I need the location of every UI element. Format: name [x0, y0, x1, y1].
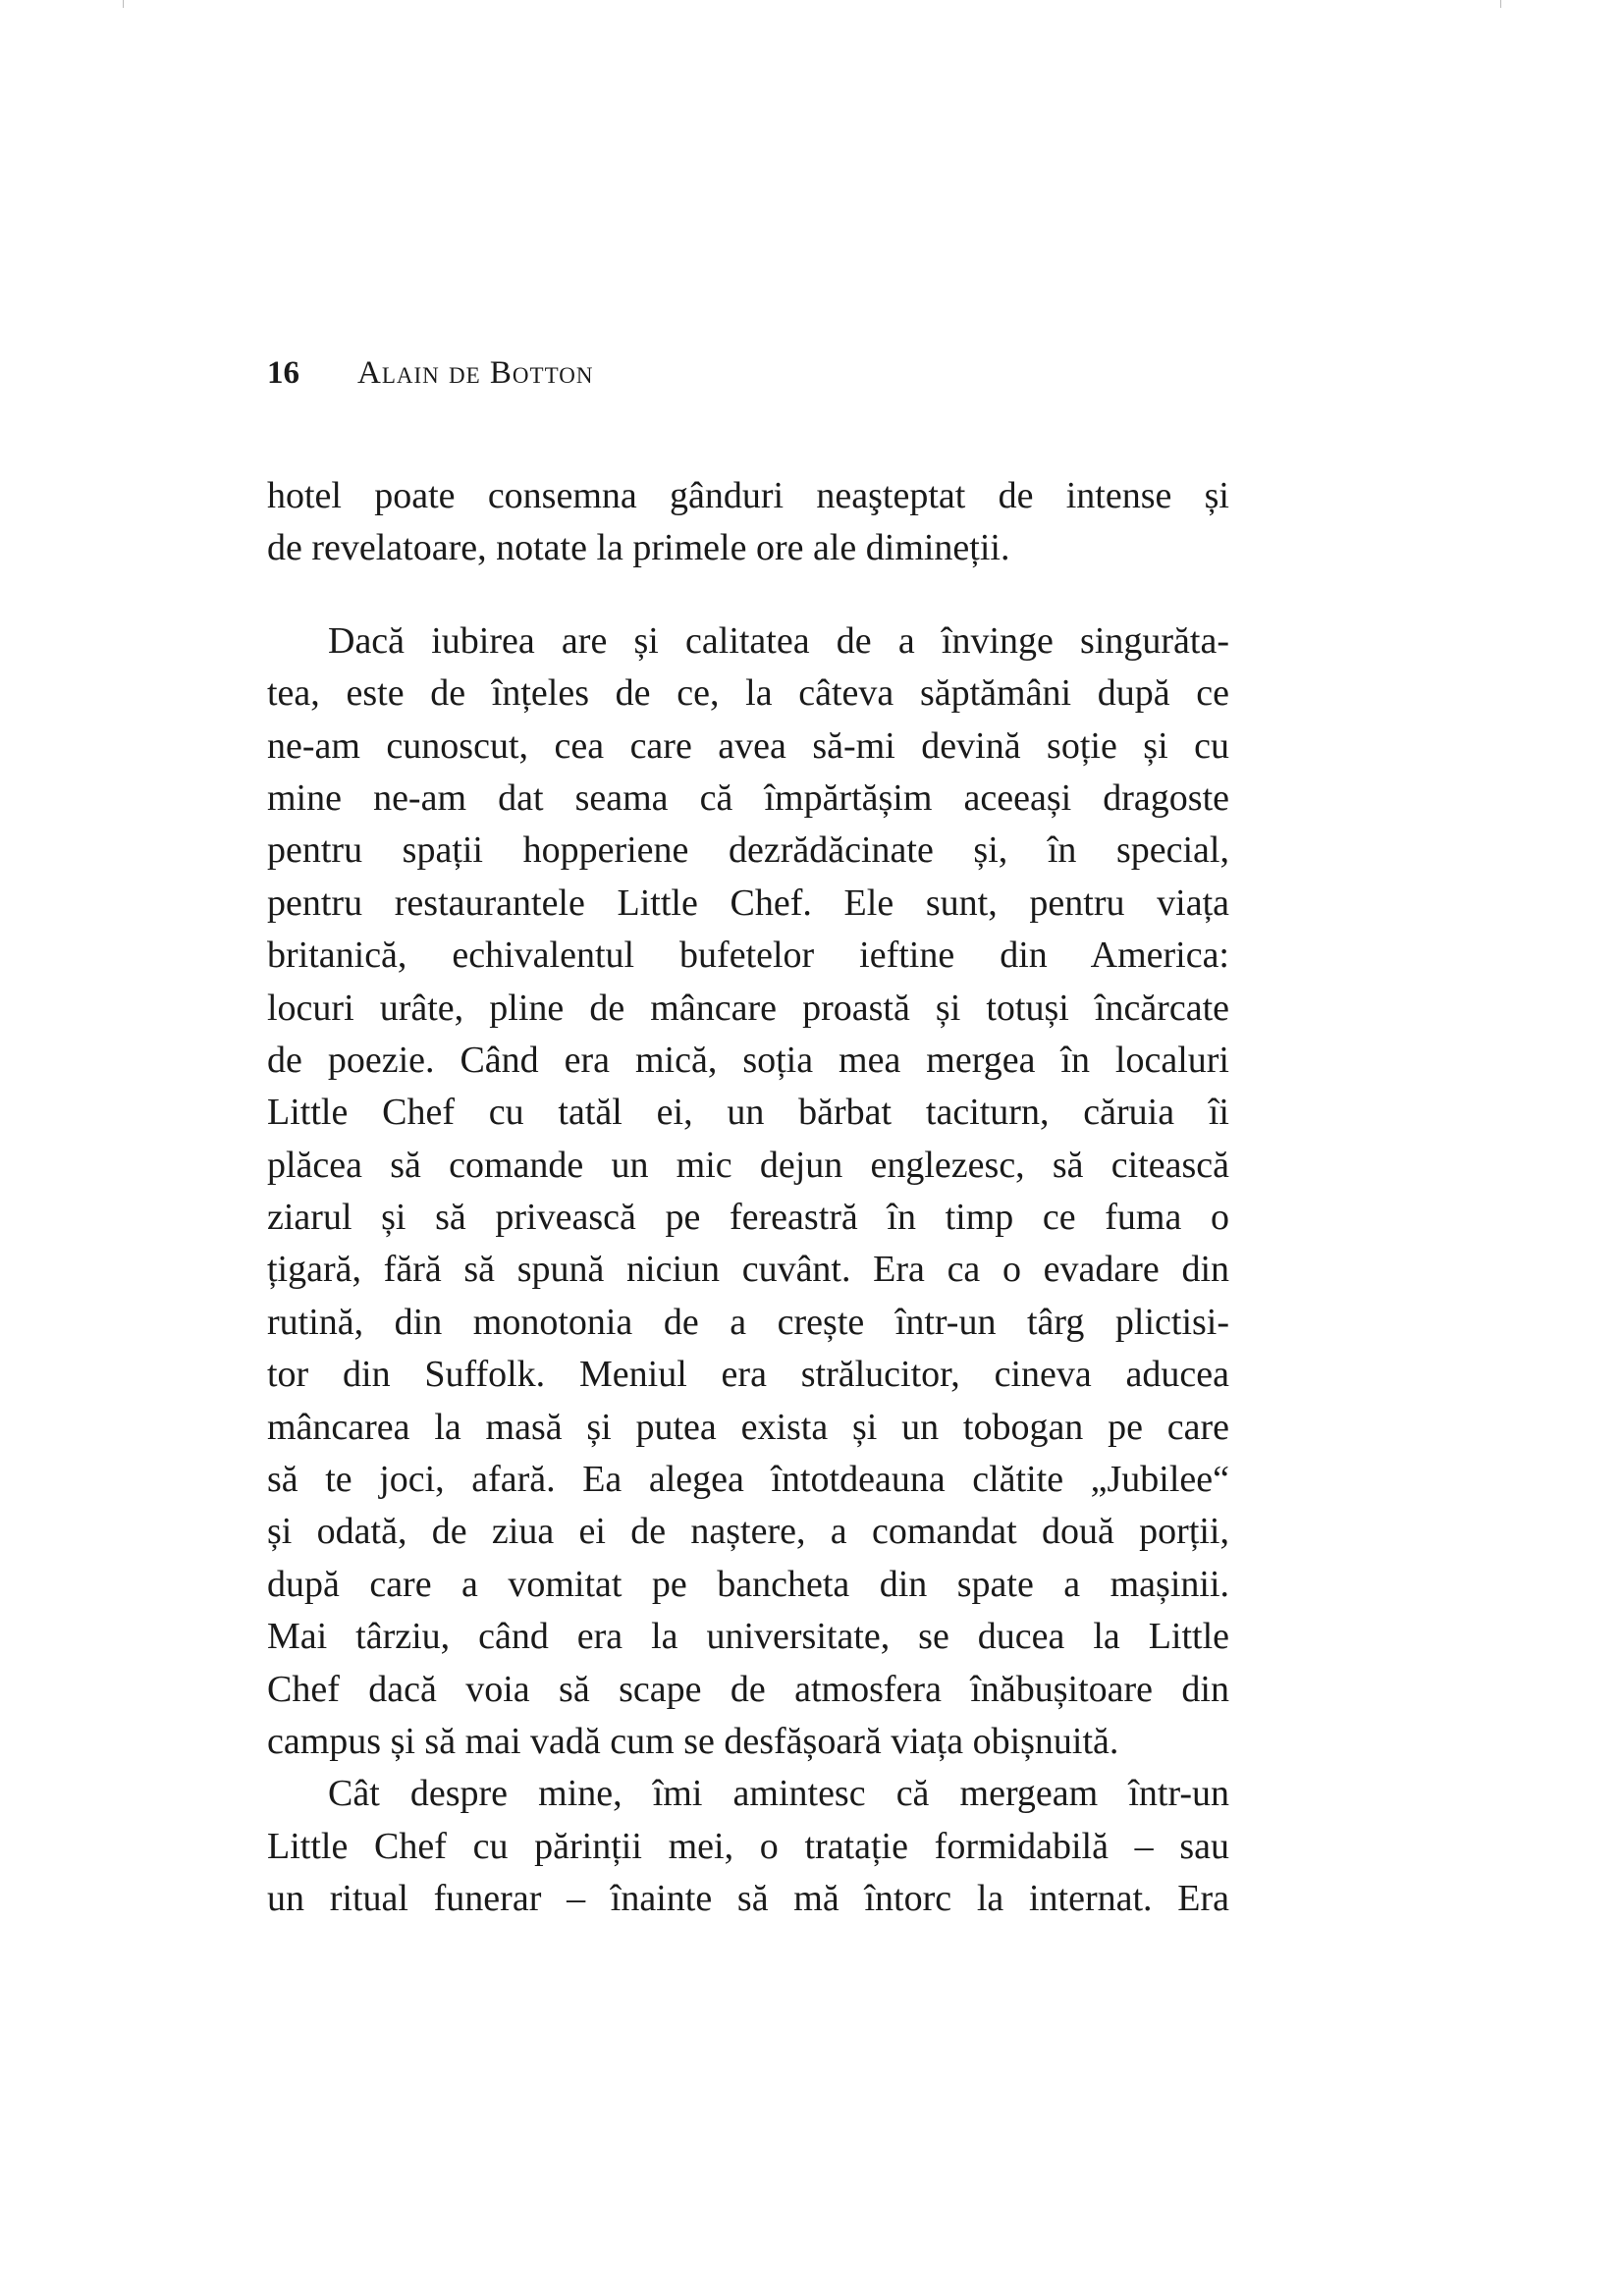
paragraph — [267, 615, 1229, 1769]
running-header-author: Alain de Botton — [357, 355, 594, 391]
text-line: ne-am cunoscut, cea care avea să-mi devină soție și cu — [267, 724, 1229, 767]
text-line: plăcea să comande un mic dejun englezesc, să citească — [267, 1144, 1229, 1186]
text-line: de revelatoare, notate la primele ore ale dimineții. — [267, 527, 1010, 569]
text-line: rutină, din monotonia de a crește într-un târg plictisi- — [267, 1301, 1229, 1343]
text-line: Dacă iubirea are și calitatea de a învinge singurăta- — [328, 619, 1229, 662]
body-text — [267, 470, 1229, 1966]
crop-mark — [123, 0, 124, 8]
text-line: hotel poate consemna gânduri neaşteptat de intense și — [267, 475, 1229, 516]
running-header — [267, 355, 593, 392]
text-line: Cât despre mine, îmi amintesc că mergeam într-un — [328, 1773, 1229, 1815]
text-line: britanică, echivalentul bufetelor ieftine din America: — [267, 934, 1229, 977]
text-line: tor din Suffolk. Meniul era strălucitor, cineva aducea — [267, 1354, 1229, 1396]
text-line: Little Chef cu tatăl ei, un bărbat taciturn, căruia îi — [267, 1092, 1229, 1134]
text-line: mâncarea la masă și putea exista și un tobogan pe care — [267, 1406, 1229, 1448]
text-line: Chef dacă voia să scape de atmosfera înăbușitoare din — [267, 1668, 1229, 1710]
text-line: Mai târziu, când era la universitate, se ducea la Little — [267, 1616, 1229, 1658]
text-line: tea, este de înțeles de ce, la câteva săptămâni după ce — [267, 672, 1229, 715]
paragraph — [267, 470, 1229, 575]
text-line: un ritual funerar – înainte să mă întorc la internat. Era — [267, 1878, 1229, 1920]
paragraph — [267, 1768, 1229, 1925]
page-number: 16 — [267, 355, 299, 391]
text-line: Little Chef cu părinții mei, o tratație formidabilă – sau — [267, 1825, 1229, 1867]
text-line: pentru spații hopperiene dezrădăcinate și, în special, — [267, 829, 1229, 872]
crop-mark — [1500, 0, 1501, 8]
text-line: după care a vomitat pe bancheta din spate a mașinii. — [267, 1563, 1229, 1605]
text-line: de poezie. Când era mică, soția mea mergea în localuri — [267, 1039, 1229, 1081]
text-line: ziarul și să privească pe fereastră în timp ce fuma o — [267, 1197, 1229, 1239]
text-line: locuri urâte, pline de mâncare proastă și totuși încărcate — [267, 987, 1229, 1029]
text-line: mine ne-am dat seama că împărtășim aceeași dragoste — [267, 776, 1229, 819]
text-line: să te joci, afară. Ea alegea întotdeauna clătite „Jubilee“ — [267, 1459, 1229, 1501]
text-line: și odată, de ziua ei de naștere, a comandat două porții, — [267, 1511, 1229, 1553]
text-line: țigară, fără să spună niciun cuvânt. Era ca o evadare din — [267, 1249, 1229, 1291]
text-line: campus și să mai vadă cum se desfășoară viața obișnuită. — [267, 1720, 1119, 1762]
text-line: pentru restaurantele Little Chef. Ele sunt, pentru viața — [267, 881, 1229, 924]
